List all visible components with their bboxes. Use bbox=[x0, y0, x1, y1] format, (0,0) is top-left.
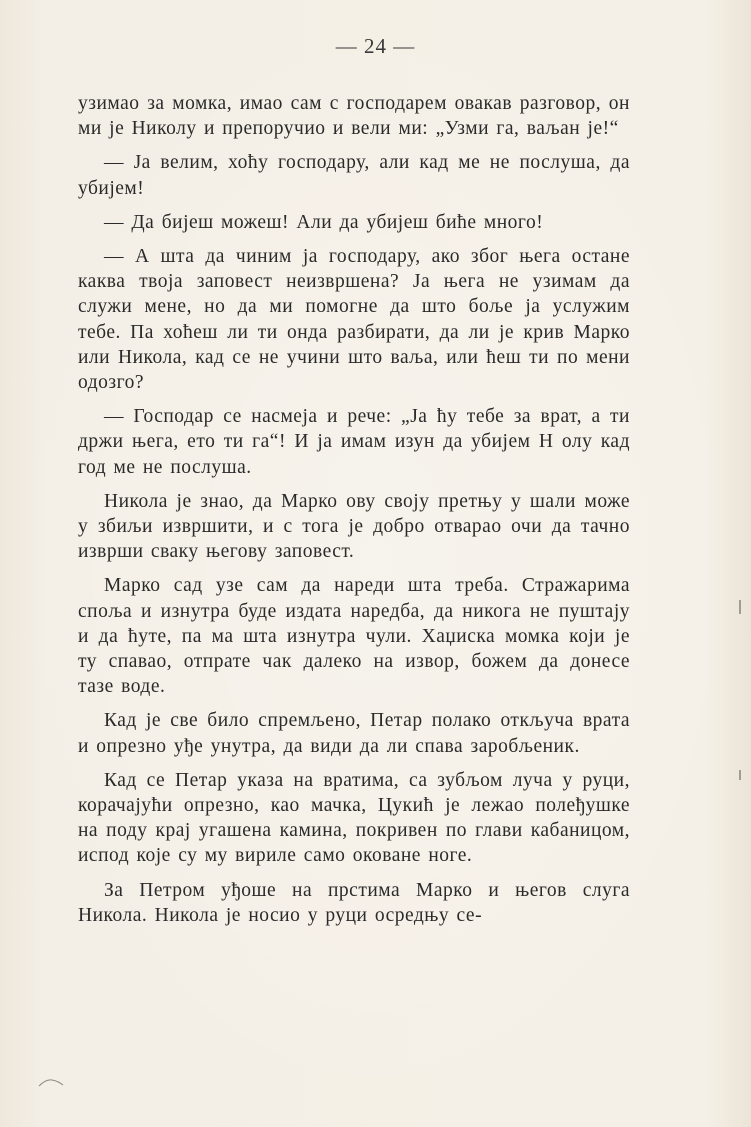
paragraph-9: Кад се Петар указа на вратима, са зубљом луча у руци, корачајући опрезно, као мачка, Цукић је лежао полеђушке на поду крај угашена камина, покривен по глави кабаницом, испод које су му вириле само оковане ноге. bbox=[78, 769, 630, 867]
body-text bbox=[78, 91, 630, 937]
page-number: — 24 — bbox=[335, 34, 416, 58]
edge-speck bbox=[739, 600, 741, 614]
paragraph-3: — Да бијеш можеш! Али да убијеш биће много! bbox=[104, 211, 544, 233]
page-corner-mark bbox=[38, 1077, 64, 1087]
paragraph-7: Марко сад узе сам да нареди шта треба. Стражарима споља и изнутра буде издата наредба, да никога не пуштају и да ћуте, па ма шта изнутра чули. Хаџиска момка који је ту спавао, отпрате чак далеко на извор, божем да донесе тазе воде. bbox=[78, 575, 630, 698]
paragraph-6: Никола је знао, да Марко ову своју претњу у шали може у збиљи извршити, и с тога је добро отварао очи да тачно изврши сваку његову заповест. bbox=[78, 490, 630, 563]
paragraph-10: За Петром уђоше на прстима Марко и његов слуга Никола. Никола је носио у руци осредњу се- bbox=[78, 879, 630, 926]
edge-speck bbox=[739, 770, 741, 780]
paragraph-1: узимао за момка, имао сам с господарем овакав разговор, он ми је Николу и препоручио и вели ми: „Узми га, ваљан је!“ bbox=[78, 93, 630, 140]
paragraph-5: — Господар се насмеја и рече: „Ја ћу тебе за врат, а ти држи њега, ето ти га“! И ја имам изун да убијем Н олу кад год ме не послуша. bbox=[78, 406, 630, 478]
paragraph-4: — А шта да чиним ја господару, ако због њега остане каква твоја заповест неизвршена? Ја њега не узимам да служи мене, но да ми помогне да што боље ја услужим тебе. Па хоћеш ли ти онда разбирати, да ли је крив Марко или Никола, кад се не учини што ваља, или ћеш ти по мени одозго? bbox=[78, 246, 630, 394]
paragraph-8: Кад је све било спремљено, Петар полако откључа врата и опрезно уђе унутра, да види да ли спава заробљеник. bbox=[78, 710, 630, 757]
paragraph-2: — Ја велим, хоћу господару, али кад ме не послуша, да убијем! bbox=[78, 152, 630, 199]
